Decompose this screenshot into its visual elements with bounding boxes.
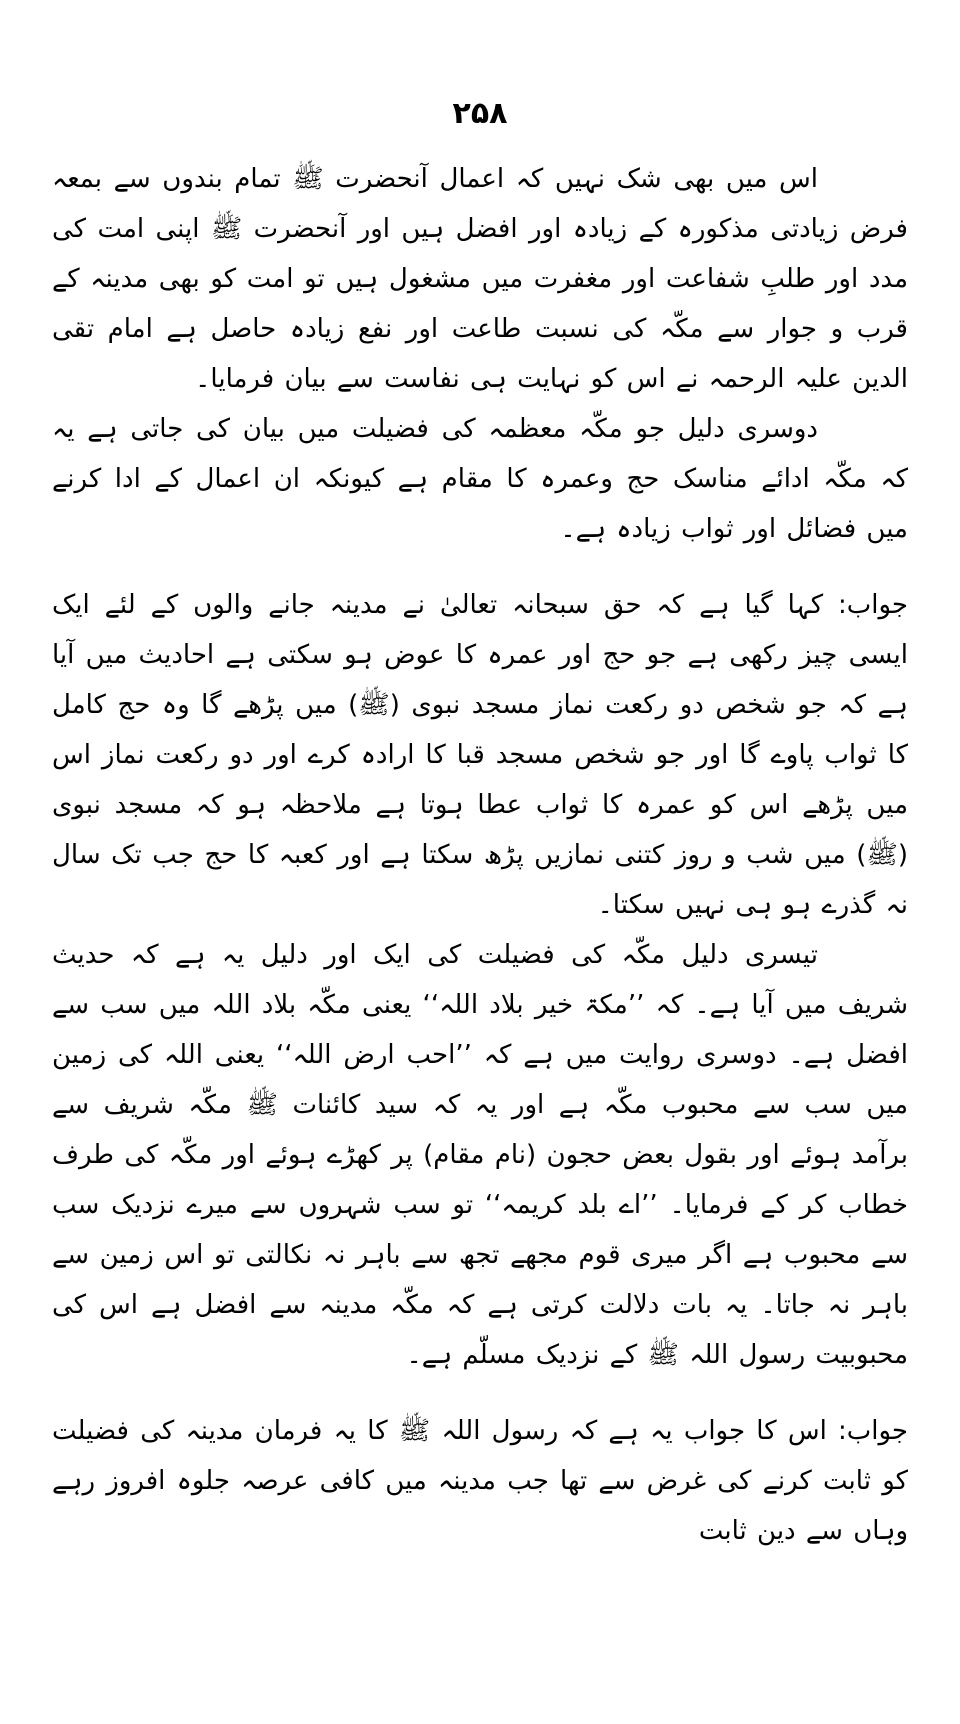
- paragraph-answer-one: جواب: کہا گیا ہے کہ حق سبحانہ تعالیٰ نے مدینہ جانے والوں کے لئے ایک ایسی چیز رکھی ہے جو حج اور عمرہ کا عوض ہو سکتی ہے احادیث میں آیا ہے کہ جو شخص دو رکعت نماز مسجد نبوی (ﷺ) میں پڑھے گا وہ حج کامل کا ثواب پاوے گا اور جو شخص مسجد قبا کا ارادہ کرے اور دو رکعت نماز اس میں پڑھے اس کو عمرہ کا ثواب عطا ہوتا ہے ملاحظہ ہو کہ مسجد نبوی (ﷺ) میں شب و روز کتنی نمازیں پڑھ سکتا ہے اور کعبہ کا حج جب تک سال نہ گذرے ہو ہی نہیں سکتا۔: [52, 590, 908, 920]
- paragraph-third-argument: تیسری دلیل مکّہ کی فضیلت کی ایک اور دلیل یہ ہے کہ حدیث شریف میں آیا ہے۔ کہ ’’مکۃ خیر بلاد اللہ‘‘ یعنی مکّہ بلاد اللہ میں سب سے افضل ہے۔ دوسری روایت میں ہے کہ ’’احب ارض اللہ‘‘ یعنی اللہ کی زمین میں سب سے محبوب مکّہ ہے اور یہ کہ سید کائنات ﷺ مکّہ شریف سے برآمد ہوئے اور بقول بعض حجون (نام مقام) پر کھڑے ہوئے اور مکّہ کی طرف خطاب کر کے فرمایا۔ ’’اے بلد کریمہ‘‘ تو سب شہروں سے میرے نزدیک سب سے محبوب ہے اگر میری قوم مجھے تجھ سے باہر نہ نکالتی تو اس زمین سے باہر نہ جاتا۔ یہ بات دلالت کرتی ہے کہ مکّہ مدینہ سے افضل ہے اس کی محبوبیت رسول اللہ ﷺ کے نزدیک مسلّم ہے۔: [52, 940, 908, 1370]
- paragraph-intro: اس میں بھی شک نہیں کہ اعمال آنحضرت ﷺ تمام بندوں سے بمعہ فرض زیادتی مذکورہ کے زیادہ اور افضل ہیں اور آنحضرت ﷺ اپنی امت کی مدد اور طلبِ شفاعت اور مغفرت میں مشغول ہیں تو امت کو بھی مدینہ کے قرب و جوار سے مکّہ کی نسبت طاعت اور نفع زیادہ حاصل ہے امام تقی الدین علیہ الرحمہ نے اس کو نہایت ہی نفاست سے بیان فرمایا۔: [52, 164, 908, 394]
- paragraph-second-argument: دوسری دلیل جو مکّہ معظمہ کی فضیلت میں بیان کی جاتی ہے یہ کہ مکّہ ادائے مناسک حج وعمرہ کا مقام ہے کیونکہ ان اعمال کے ادا کرنے میں فضائل اور ثواب زیادہ ہے۔: [52, 414, 908, 544]
- page-number: ۲۵۸: [452, 96, 508, 131]
- paragraph-answer-two: جواب: اس کا جواب یہ ہے کہ رسول اللہ ﷺ کا یہ فرمان مدینہ کی فضیلت کو ثابت کرنے کی غرض سے تھا جب مدینہ میں کافی عرصہ جلوہ افروز رہے وہاں سے دین ثابت: [52, 1416, 908, 1546]
